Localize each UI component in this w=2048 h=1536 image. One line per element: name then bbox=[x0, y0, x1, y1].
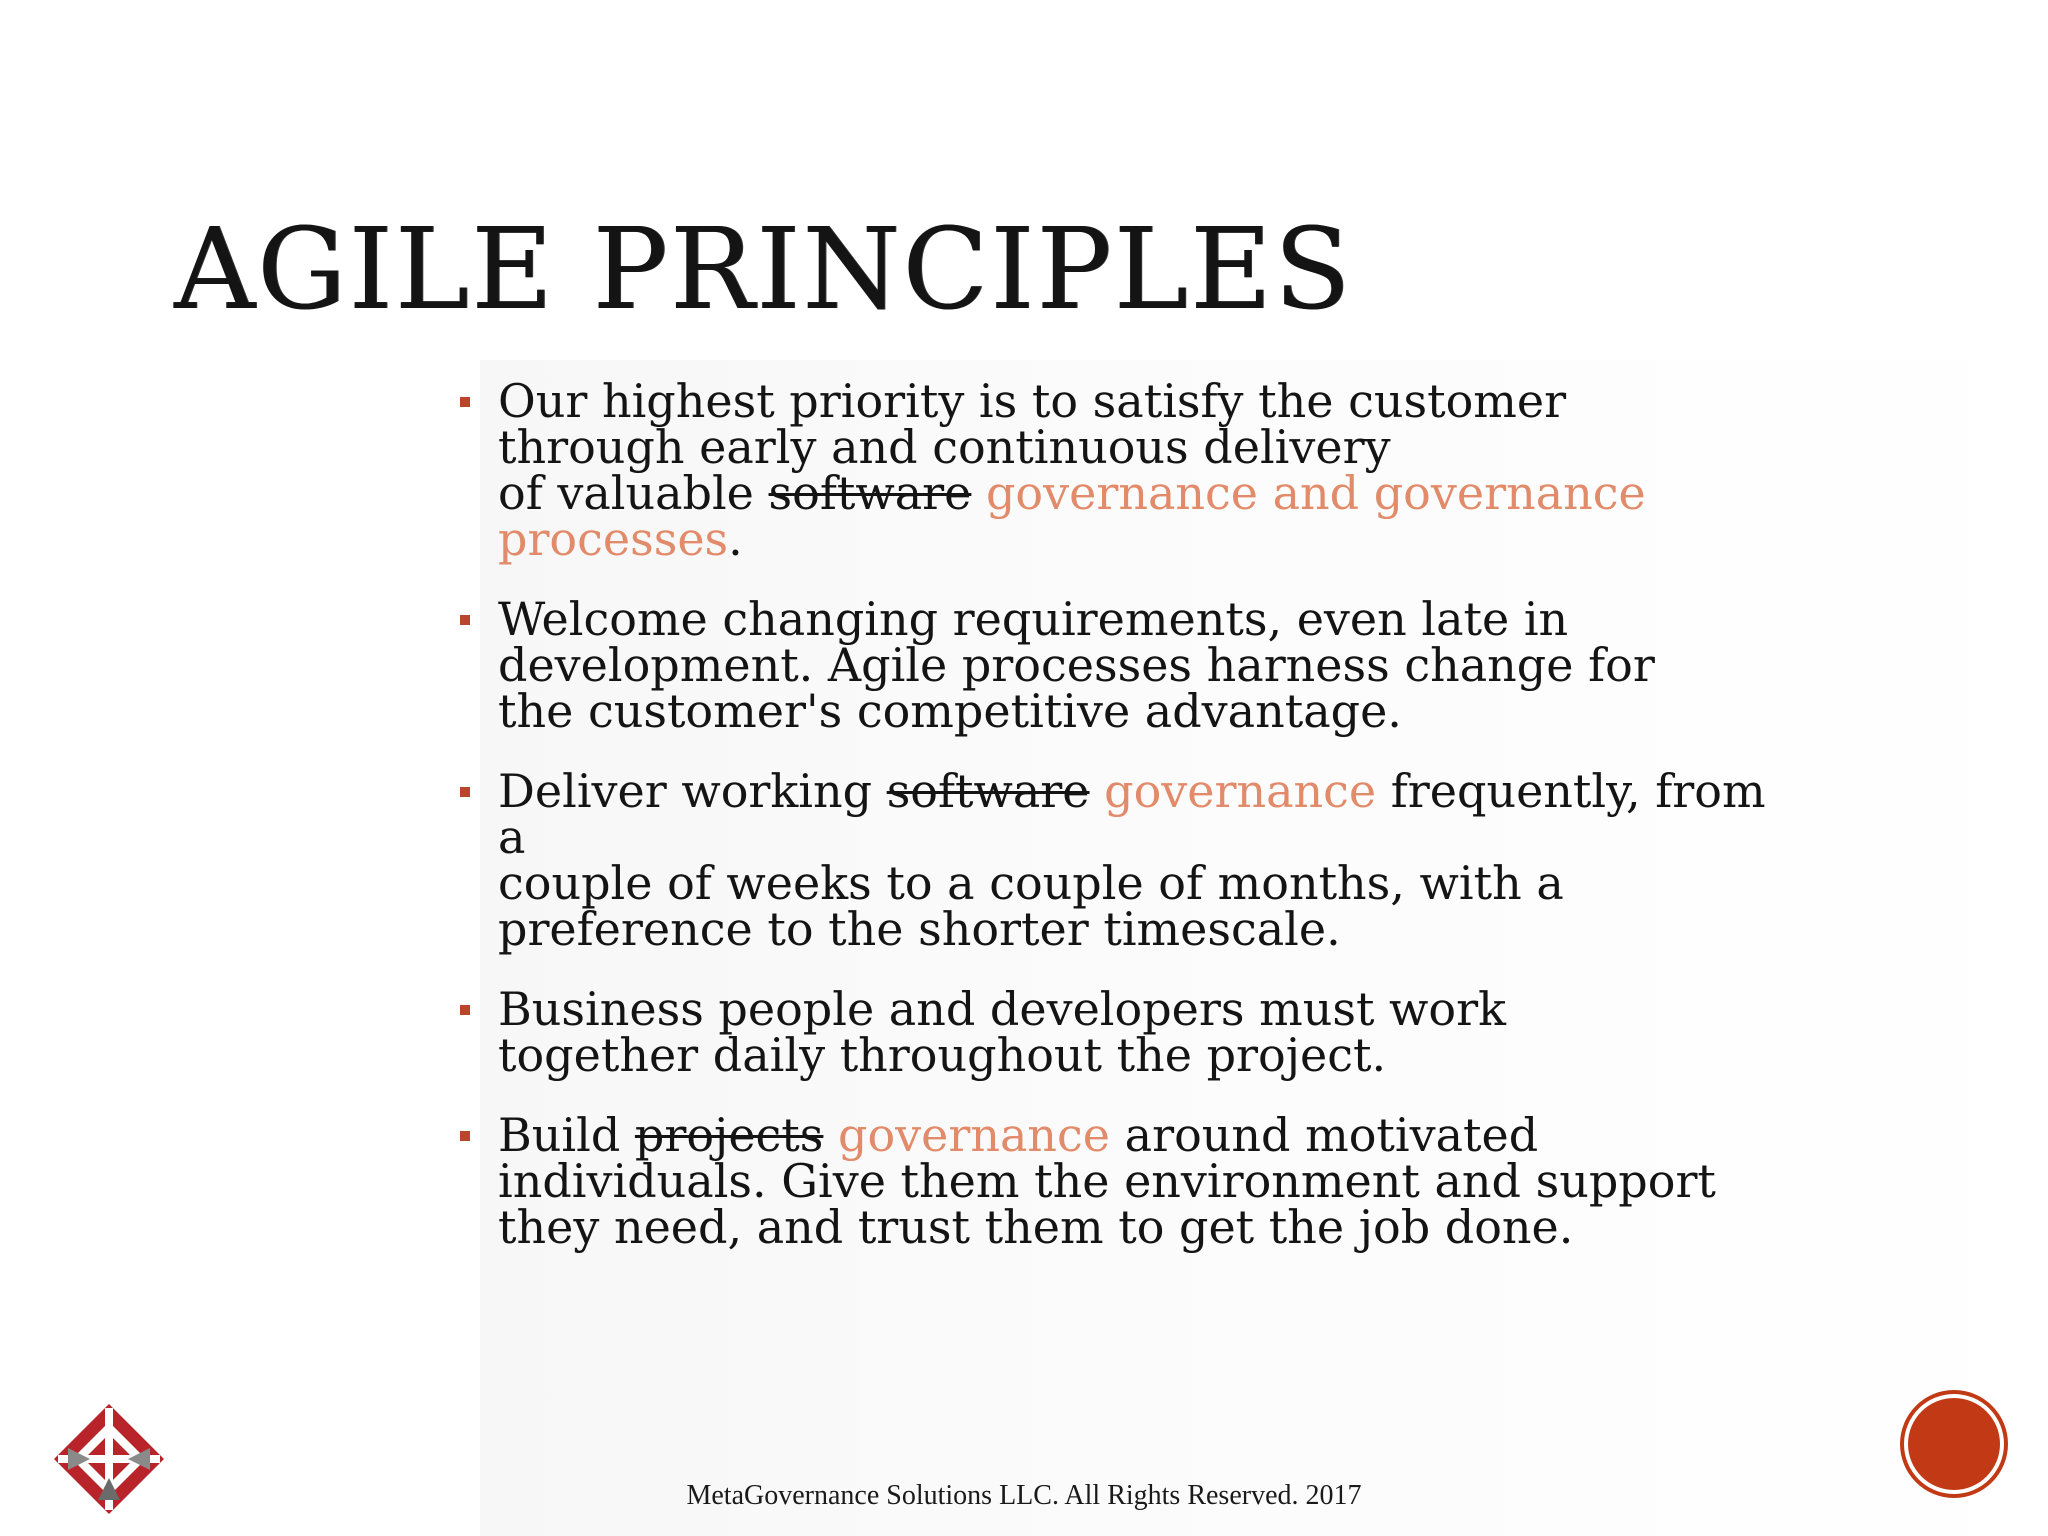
accent-text: governance bbox=[1104, 764, 1377, 818]
bullet-line bbox=[498, 420, 1928, 474]
bullet-line bbox=[498, 512, 1928, 566]
bullet-text: individuals. Give them the environment and support bbox=[498, 1154, 1716, 1208]
bullet-line bbox=[498, 856, 1928, 910]
bullet-item bbox=[458, 592, 1928, 738]
bullet-line bbox=[498, 1108, 1928, 1162]
bullet-line bbox=[498, 902, 1928, 956]
bullet-text: Our highest priority is to satisfy the customer bbox=[498, 374, 1567, 428]
square-bullet-icon bbox=[460, 787, 470, 797]
red-circle-icon bbox=[1908, 1398, 2000, 1490]
bullet-line bbox=[498, 638, 1928, 692]
slide-title: AGILE PRINCIPLES bbox=[174, 205, 1353, 335]
bullet-line bbox=[498, 466, 1928, 520]
bullet-item bbox=[458, 374, 1928, 566]
square-bullet-icon bbox=[460, 397, 470, 407]
bullet-text: couple of weeks to a couple of months, with a bbox=[498, 856, 1564, 910]
bullet-text: through early and continuous delivery bbox=[498, 420, 1391, 474]
bullet-list bbox=[458, 374, 1928, 1284]
bullet-text: around motivated bbox=[1110, 1108, 1539, 1162]
struck-text: software bbox=[768, 466, 972, 520]
bullet-text: Welcome changing requirements, even late in bbox=[498, 592, 1569, 646]
bullet-item bbox=[458, 1108, 1928, 1254]
square-bullet-icon bbox=[460, 1131, 470, 1141]
bullet-line bbox=[498, 592, 1928, 646]
bullet-line bbox=[498, 1154, 1928, 1208]
accent-text: processes bbox=[498, 512, 729, 566]
bullet-text: of valuable bbox=[498, 466, 769, 520]
bullet-text: they need, and trust them to get the job done. bbox=[498, 1200, 1574, 1254]
struck-text: software bbox=[886, 764, 1090, 818]
bullet-text: the customer's competitive advantage. bbox=[498, 684, 1402, 738]
accent-text: governance and governance bbox=[985, 466, 1646, 520]
bullet-text: preference to the shorter timescale. bbox=[498, 902, 1341, 956]
bullet-item bbox=[458, 764, 1928, 956]
bullet-text: Build bbox=[498, 1108, 635, 1162]
bullet-line bbox=[498, 982, 1928, 1036]
bullet-text: development. Agile processes harness change for bbox=[498, 638, 1655, 692]
square-bullet-icon bbox=[460, 1005, 470, 1015]
bullet-line bbox=[498, 764, 1928, 818]
square-bullet-icon bbox=[460, 615, 470, 625]
bullet-line bbox=[498, 684, 1928, 738]
bullet-text: frequently, from bbox=[1376, 764, 1766, 818]
accent-text: governance bbox=[838, 1108, 1111, 1162]
bullet-text: a bbox=[498, 810, 526, 864]
bullet-line bbox=[498, 1028, 1928, 1082]
footer-copyright: MetaGovernance Solutions LLC. All Rights Reserved. 2017 bbox=[686, 1480, 1362, 1511]
bullet-item bbox=[458, 982, 1928, 1082]
bullet-line bbox=[498, 374, 1928, 428]
struck-text: projects bbox=[634, 1108, 824, 1162]
bullet-text: together daily throughout the project. bbox=[498, 1028, 1387, 1082]
bullet-line bbox=[498, 810, 1928, 864]
bullet-text bbox=[1090, 764, 1105, 818]
bullet-text: Deliver working bbox=[498, 764, 887, 818]
bullet-text: . bbox=[728, 512, 743, 566]
bullet-text: Business people and developers must work bbox=[498, 982, 1506, 1036]
bullet-line bbox=[498, 1200, 1928, 1254]
bullet-text bbox=[971, 466, 986, 520]
